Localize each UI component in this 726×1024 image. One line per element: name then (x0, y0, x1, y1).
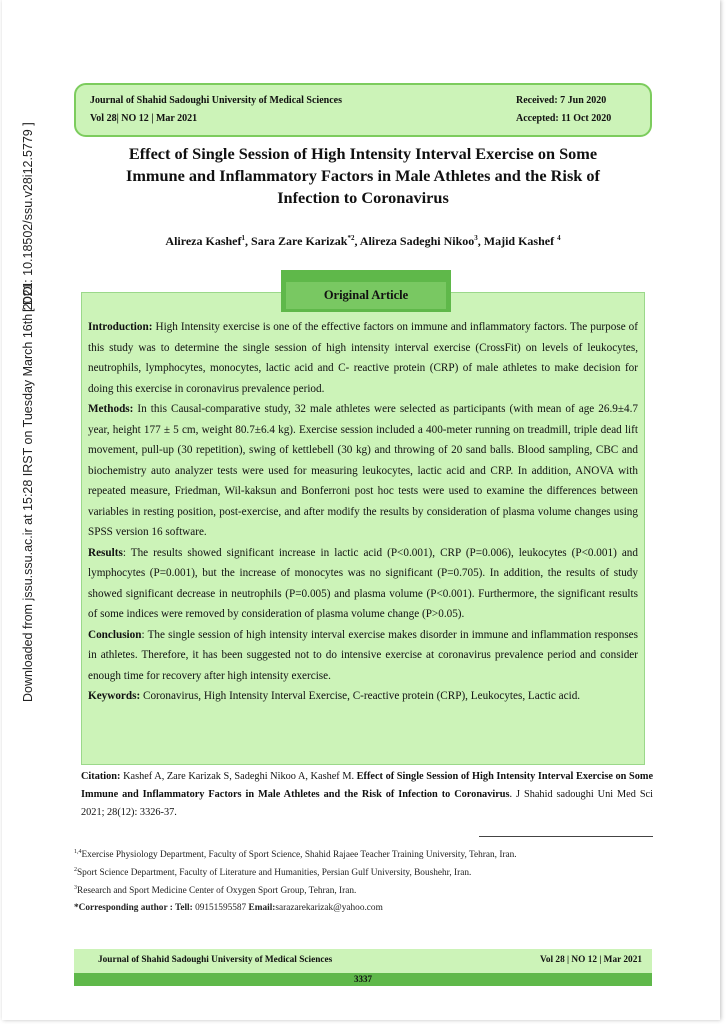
results-label: Results (88, 546, 123, 559)
affiliation (74, 885, 674, 896)
methods-text: In this Causal-comparative study, 32 male athletes were selected as participants (with mean of age 26.9±4.7 year, height 177 ± 5 cm, weight 80.7±6.4 kg). Exercise session included a 400-meter running on treadmill, triple dead lift movement, pull-up (30 repetition), swing of kettlebell (30 kg) and throwing of 20 sand balls. Blood sampling, CBC and biochemistry auto analyzer tests were used for measuring leukocytes, lactic acid and CRP. In addition, ANOVA with repeated measure, Friedman, Wil-kaksun and Bonferroni post hoc tests were used to examine the differences between variables in resting position, post-exercise, and after modify the results by consideration of plasma volume changes using SPSS version 16 software. (88, 403, 639, 538)
citation-label: Citation: (81, 771, 121, 782)
article-type-label: Original Article (286, 282, 446, 309)
abstract-keywords (88, 686, 638, 707)
author-name: Majid Kashef (483, 234, 555, 248)
author-name: Sara Zare Karizak (251, 234, 348, 248)
abstract-methods (88, 399, 638, 543)
header-accepted: Accepted: 11 Oct 2020 (516, 113, 612, 124)
article-title (90, 143, 636, 209)
author-sup: 1 (241, 234, 246, 242)
footer-volume: Vol 28 | NO 12 | Mar 2021 (540, 955, 642, 965)
author-list: Alireza Kashef$^1$, Sara Zare Karizak$^{*2}$, Alireza Sadeghi Nikoo$^3$, Majid Kashef $^4$ (165, 234, 561, 248)
journal-footer (74, 949, 652, 973)
keywords-text: Coronavirus, High Intensity Interval Exercise, C-reactive protein (CRP), Leukocytes, Lactic acid. (143, 690, 581, 702)
abstract-text (88, 317, 638, 707)
citation (81, 768, 653, 822)
conclusion-text: : The single session of high intensity interval exercise makes disorder in immune and inflammation responses in athletes. Therefore, it has been suggested not to do intensive exercise at coronavirus prevalence period and consider enough time for recovery after high intensity exercise. (88, 628, 638, 682)
header-received: Received: 7 Jun 2020 (516, 95, 607, 106)
author-name: Alireza Sadeghi Nikoo (359, 234, 475, 248)
header-journal-name: Journal of Shahid Sadoughi University of Medical Sciences (90, 95, 342, 106)
corresponding-email: sarazarekarizak@yahoo.com (275, 903, 383, 913)
email-label: Email: (248, 903, 276, 913)
affiliation-text: Exercise Physiology Department, Faculty of Sport Science, Shahid Rajaee Teacher Training University, Tehran, Iran. (81, 850, 517, 861)
page-number: 3337 (74, 973, 652, 986)
abstract-conclusion (88, 625, 638, 687)
methods-label: Methods: (88, 403, 134, 415)
author-sup: *2 (347, 234, 355, 242)
affiliation-sup: 3 (74, 885, 77, 891)
affiliation-sup: 1,4 (74, 849, 82, 855)
corresponding-label: *Corresponding author : Tell: (74, 903, 193, 913)
abstract-introduction (88, 317, 638, 399)
corresponding-phone: 09151595587 (195, 903, 247, 913)
intro-text: High Intensity exercise is one of the effective factors on immune and inflammatory factors. The purpose of this study was to determine the single session of high intensity interval exercise (CrossFit) on levels of leukocytes, neutrophils, lymphocytes, monocytes, lactic acid and C- reactive protein (CRP) of male athletes to make decision for doing this exercise in coronavirus prevalence period. (88, 321, 639, 395)
footnote-divider (479, 836, 653, 837)
title-line: Effect of Single Session of High Intensity Interval Exercise on Some (128, 144, 598, 163)
affiliation-text: Sport Science Department, Faculty of Literature and Humanities, Persian Gulf University, Boushehr, Iran. (77, 868, 472, 879)
author-sup: 3 (474, 234, 478, 242)
results-text: : The results showed significant increase in lactic acid (P<0.001), CRP (P=0.006), leukocytes (P<0.001) and lymphocytes (P=0.001), but the increase of monocytes was no significant (P=0.705). In addition, the results of study showed significant decrease in neutrophils (P=0.005) and plasma volume (P<0.001). Furthermore, the significant results of some indices were removed by consideration of plasma volume change (P>0.05). (88, 546, 638, 620)
affiliation (74, 867, 674, 878)
footer-journal-name: Journal of Shahid Sadoughi University of Medical Sciences (98, 955, 333, 965)
corresponding-author (74, 903, 674, 913)
keywords-label: Keywords: (88, 690, 141, 702)
intro-label: Introduction: (88, 321, 153, 333)
author-sup: 4 (557, 234, 561, 242)
header-volume: Vol 28| NO 12 | Mar 2021 (90, 113, 198, 124)
title-line: Immune and Inflammatory Factors in Male Athletes and the Risk of (126, 166, 600, 185)
citation-authors: Kashef A, Zare Karizak S, Sadeghi Nikoo A, Kashef M. (123, 771, 355, 782)
affiliation-sup: 2 (74, 867, 77, 873)
affiliation-text: Research and Sport Medicine Center of Oxygen Sport Group, Tehran, Iran. (77, 886, 357, 897)
download-side-text: Downloaded from jssu.ssu.ac.ir at 15:28 IRST on Tuesday March 16th 2021 (21, 282, 35, 702)
title-line: Infection to Coronavirus (277, 188, 449, 207)
citation-source: . J Shahid sadoughi Uni Med Sci 2021; 28(12): 3326-37. (81, 789, 653, 818)
conclusion-label: Conclusion (88, 628, 142, 641)
journal-header (74, 83, 652, 137)
citation-title: Effect of Single Session of High Intensity Interval Exercise on Some Immune and Inflammatory Factors in Male Athletes and the Risk of Infection to Coronavirus (81, 771, 654, 800)
author-name: Alireza Kashef (165, 234, 242, 248)
affiliation (74, 849, 674, 860)
abstract-results (88, 543, 638, 625)
doi-side-text: [ DOI: 10.18502/ssu.v28i12.5779 ] (21, 122, 35, 312)
